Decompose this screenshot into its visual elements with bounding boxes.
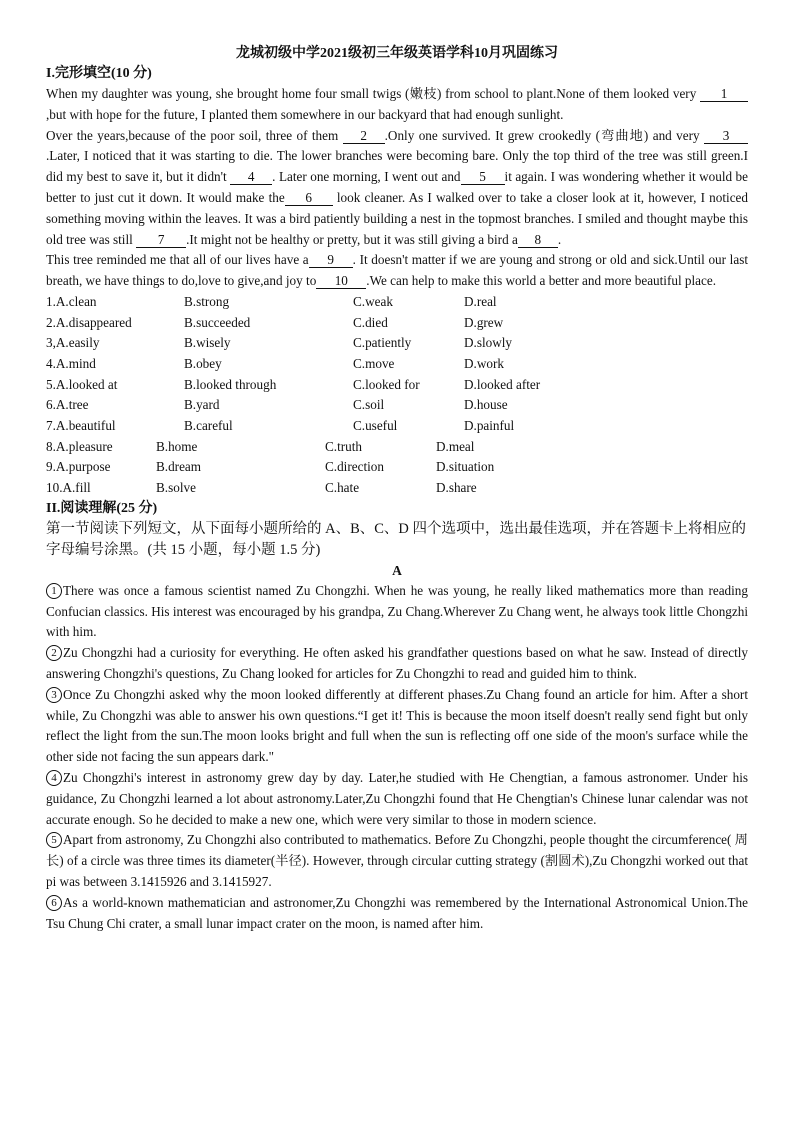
option-9-C[interactable]: C.direction	[325, 459, 384, 475]
paragraph-number: 3	[46, 687, 62, 703]
paragraph-text: Once Zu Chongzhi asked why the moon looked differently at different phases.Zu Chang found an article for him. After a short while, Zu Chongzhi was able to answer his own questions.“I get it! This is because the moon itself doesn't really send fight but only reflect the light from the sun.The moon looks bright and full when the sun is reflecting off one side of the moon's surface while the other side not facing the sun appears dark."	[46, 686, 748, 765]
blank-2[interactable]: 2	[343, 128, 385, 144]
blank-10[interactable]: 10	[316, 273, 366, 289]
option-1-D[interactable]: D.real	[464, 293, 497, 309]
paragraph-number: 1	[46, 583, 62, 599]
blank-6[interactable]: 6	[285, 190, 333, 206]
paragraph-text: Zu Chongzhi had a curiosity for everything. He often asked his grandfather questions based on what he saw. Instead of directly answering Chongzhi's questions, Zu Chang looked for articles for Zu Chongzhi to read and guided him to think.	[46, 645, 748, 682]
option-row-8	[46, 437, 748, 458]
paragraph-number: 4	[46, 770, 62, 786]
option-row-3	[46, 333, 748, 354]
worksheet-page	[46, 44, 748, 934]
option-8-D[interactable]: D.meal	[436, 438, 475, 454]
option-1-C[interactable]: C.weak	[353, 293, 393, 309]
passage-text: This tree reminded me that all of our lives have a	[46, 252, 309, 268]
option-10-C[interactable]: C.hate	[325, 480, 360, 496]
passage-text: When my daughter was young, she brought home four small twigs (嫩枝) from school to plant.None of them looked very	[46, 86, 700, 101]
blank-7[interactable]: 7	[136, 232, 186, 248]
option-2-A[interactable]: 2.A.disappeared	[46, 314, 132, 330]
passage-label: A	[392, 562, 402, 578]
option-2-D[interactable]: D.grew	[464, 314, 504, 330]
option-2-C[interactable]: C.died	[353, 314, 388, 330]
option-9-D[interactable]: D.situation	[436, 459, 495, 475]
section1-heading: I.完形填空(10 分)	[46, 66, 152, 81]
reading-instruction: 第一节阅读下列短文，从下面每小题所给的 A、B、C、D 四个选项中，选出最佳选项，并在答题卡上将相应的字母编号涂黑。(共 15 小题，每小题 1.5 分)	[46, 520, 747, 558]
option-8-B[interactable]: B.home	[156, 438, 198, 454]
option-6-B[interactable]: B.yard	[184, 397, 220, 413]
option-3-B[interactable]: B.wisely	[184, 335, 231, 351]
option-9-B[interactable]: B.dream	[156, 459, 202, 475]
option-4-D[interactable]: D.work	[464, 356, 504, 372]
paragraph-text: There was once a famous scientist named Zu Chongzhi. When he was young, he really liked mathematics more than reading Confucian classics. His interest was encouraged by his grandpa, Zu Chang.Wherever Zu Chang went, he always took little Chongzhi with him.	[46, 582, 748, 640]
option-10-D[interactable]: D.share	[436, 480, 477, 496]
reading-passage	[46, 581, 748, 935]
option-4-A[interactable]: 4.A.mind	[46, 356, 96, 372]
passage-text: . Later one morning, I went out and	[272, 169, 461, 185]
cloze-options	[46, 292, 748, 499]
blank-8[interactable]: 8	[518, 232, 558, 248]
option-1-B[interactable]: B.strong	[184, 293, 230, 309]
option-row-5	[46, 375, 748, 396]
option-5-D[interactable]: D.looked after	[464, 376, 541, 392]
blank-4[interactable]: 4	[230, 169, 272, 185]
option-6-C[interactable]: C.soil	[353, 397, 385, 413]
blank-5[interactable]: 5	[461, 169, 505, 185]
page-title: 龙城初级中学2021级初三年级英语学科10月巩固练习	[236, 46, 558, 61]
option-row-9	[46, 457, 748, 478]
passage-text: .Later, I noticed that it was starting to die. The lower branches were becoming bare. Only the top third of the tree was still green.I did my best to save it, but it didn't	[46, 148, 748, 185]
passage-text: it again. I was wondering whether it would be better to just cut it down. It would make the	[46, 169, 748, 205]
passage-text: look cleaner. As I walked over to take a closer look at it, however, I noticed something moving within the leaves. It was a bird patiently building a nest in the topmost branches. I smiled and thought maybe this old tree was still	[46, 189, 748, 247]
blank-3[interactable]: 3	[704, 128, 748, 144]
passage-text: .We can help to make this world a better and more beautiful place.	[366, 273, 717, 289]
paragraph-number: 6	[46, 895, 62, 911]
paragraph-text: As a world-known mathematician and astronomer,Zu Chongzhi was remembered by the International Astronomical Union.The Tsu Chung Chi crater, a small lunar impact crater on the moon, is named after him.	[46, 894, 748, 931]
passage-text: ,but with hope for the future, I planted them somewhere in our backyard that had enough sunlight.	[46, 106, 564, 122]
option-8-C[interactable]: C.truth	[325, 438, 362, 454]
passage-text: .	[557, 231, 562, 247]
reading-paragraph-4	[46, 768, 748, 830]
reading-paragraph-1	[46, 581, 748, 643]
option-7-A[interactable]: 7.A.beautiful	[46, 418, 116, 434]
paragraph-number: 5	[46, 832, 62, 848]
passage-text: .Only one survived. It grew crookedly (弯曲地) and very	[384, 127, 704, 143]
section2-heading: II.阅读理解(25 分)	[46, 500, 158, 516]
option-row-4	[46, 354, 748, 375]
option-8-A[interactable]: 8.A.pleasure	[46, 438, 113, 454]
option-9-A[interactable]: 9.A.purpose	[46, 459, 111, 475]
option-row-2	[46, 313, 748, 334]
paragraph-text: Apart from astronomy, Zu Chongzhi also contributed to mathematics. Before Zu Chongzhi, people thought the circumference( 周长) of a circle was three times its diameter(半径). However, through circular cutting strategy (割圆术),Zu Chongzhi worked out that pi was between 3.1415926 and 3.1415927.	[46, 832, 748, 889]
option-row-7	[46, 416, 748, 437]
blank-1[interactable]: 1	[700, 86, 748, 102]
paragraph-text: Zu Chongzhi's interest in astronomy grew day by day. Later,he studied with He Chengtian, a famous astronomer. Under his guidance, Zu Chongzhi learned a lot about astronomy.Later,Zu Chongzhi found that He Chengtian's Chinese lunar calendar was not accurate enough. So he decided to make a new one, which were very similar to those in modern science.	[46, 770, 748, 827]
reading-paragraph-2	[46, 643, 748, 685]
option-3-C[interactable]: C.patiently	[353, 335, 412, 351]
cloze-passage	[46, 84, 748, 292]
paragraph-number: 2	[46, 645, 62, 661]
option-3-A[interactable]: 3,A.easily	[46, 335, 100, 351]
passage-text: . It doesn't matter if we are young and strong or old and sick.Until our last breath, we have things to do,love to give,and joy to	[46, 252, 748, 289]
option-5-A[interactable]: 5.A.looked at	[46, 376, 118, 392]
option-3-D[interactable]: D.slowly	[464, 335, 512, 351]
passage-text: .It might not be healthy or pretty, but it was still giving a bird a	[186, 231, 518, 247]
option-6-D[interactable]: D.house	[464, 397, 508, 413]
option-2-B[interactable]: B.succeeded	[184, 314, 251, 330]
reading-paragraph-6	[46, 893, 748, 935]
option-7-C[interactable]: C.useful	[353, 418, 398, 434]
option-10-A[interactable]: 10.A.fill	[46, 480, 91, 496]
option-row-10	[46, 478, 748, 499]
option-4-B[interactable]: B.obey	[184, 356, 222, 372]
option-7-B[interactable]: B.careful	[184, 418, 233, 434]
option-4-C[interactable]: C.move	[353, 356, 395, 372]
option-1-A[interactable]: 1.A.clean	[46, 293, 97, 309]
option-7-D[interactable]: D.painful	[464, 418, 515, 434]
option-row-6	[46, 395, 748, 416]
reading-paragraph-3	[46, 685, 748, 768]
option-5-C[interactable]: C.looked for	[353, 376, 420, 392]
option-row-1	[46, 292, 748, 313]
passage-text: Over the years,because of the poor soil, three of them	[46, 127, 343, 143]
reading-paragraph-5	[46, 830, 748, 892]
option-5-B[interactable]: B.looked through	[184, 376, 277, 392]
option-10-B[interactable]: B.solve	[156, 480, 196, 496]
option-6-A[interactable]: 6.A.tree	[46, 397, 89, 413]
blank-9[interactable]: 9	[309, 252, 353, 268]
